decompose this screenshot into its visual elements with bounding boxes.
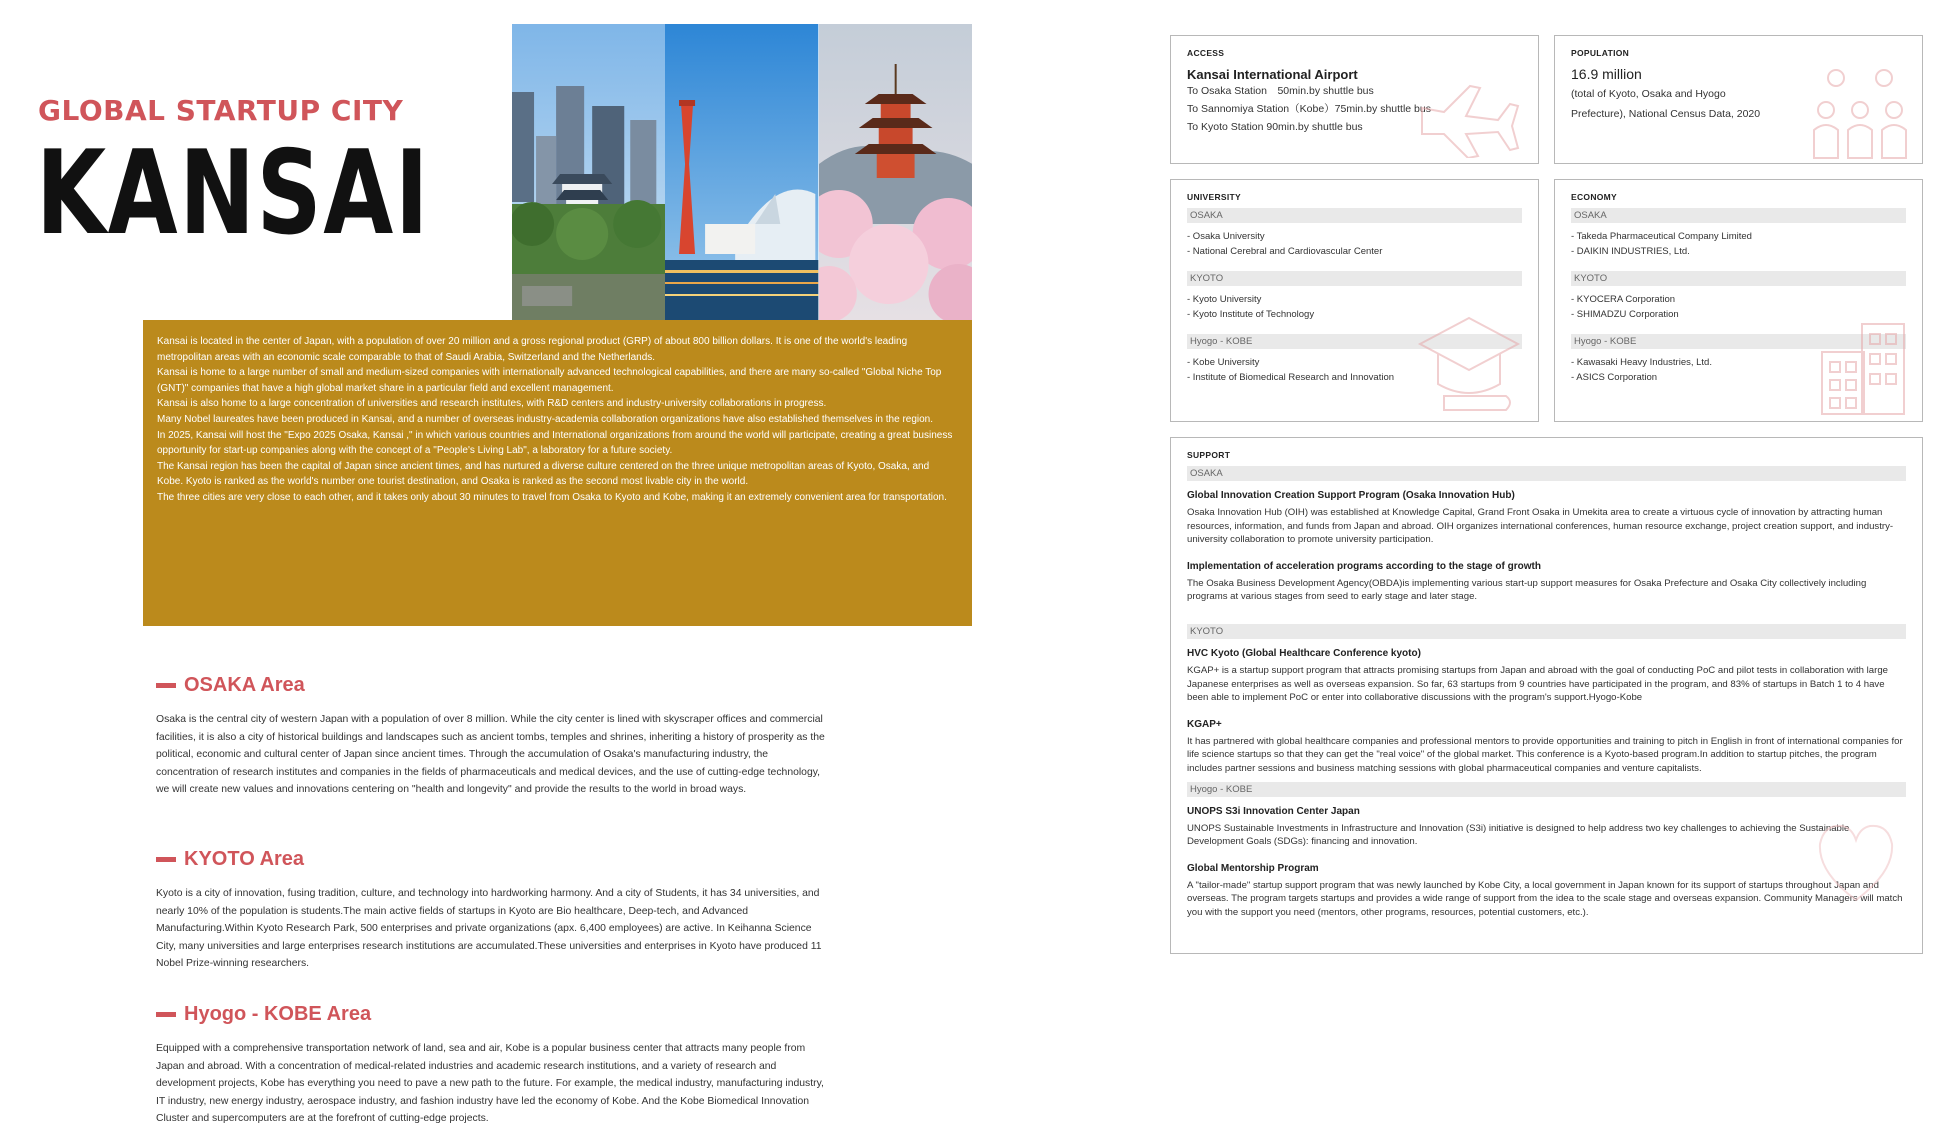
- section-text: Kyoto is a city of innovation, fusing tradition, culture, and technology into hardworking harmony. And a city of Students, it has 34 universities, and nearly 10% of the population is students.The main active fields of startups in Kyoto are Bio healthcare, Deep-tech, and Advanced Manufacturing.Within Kyoto Research Park, 500 enterprises and private organizations (apx. 6,400 employees) are active. In Keihanna Science City, many universities and large enterprises research institutions are accumulated.These universities and enterprises in Kyoto have produced 11 Nobel Prize-winning researchers.: [156, 888, 822, 970]
- university-card: [1170, 179, 1539, 422]
- access-card: [1170, 35, 1539, 164]
- program-title: KGAP+: [1187, 718, 1222, 730]
- kobe-area-section: [156, 1003, 826, 1128]
- intro-paragraph: The Kansai region has been the capital of Japan since ancient times, and has nurtured a diverse culture centered on the three unique metropolitan areas of Kyoto, Osaka, and Kobe. Kyoto is ranked as the world's number one tourist destination, and Osaka is ranked as the second most livable city in the world.: [157, 460, 930, 488]
- program-title: Global Innovation Creation Support Program (Osaka Innovation Hub): [1187, 490, 1515, 501]
- program-title: Implementation of acceleration programs according to the stage of growth: [1187, 560, 1541, 572]
- program-text: The Osaka Business Development Agency(OBDA)is implementing various start-up support measures for Osaka Prefecture and Osaka City collectively including programs at various stages from seed to early stage and later stage.: [1187, 577, 1867, 603]
- program-text: It has partnered with global healthcare companies and professional mentors to provide opportunities and training to pitch in English in front of international companies for life science startups so that they can get the "real voice" of the global market. This conference is a Kyoto-based program.In addition to startup pitches, the program includes partner sessions and business matching sessions with global pharmaceutical companies and venture capitalists.: [1187, 735, 1903, 774]
- program-title: Global Mentorship Program: [1187, 862, 1319, 874]
- section-marker: [156, 1012, 176, 1017]
- card-label: ECONOMY: [1571, 192, 1618, 202]
- group-header: KYOTO: [1571, 271, 1906, 286]
- group-header: OSAKA: [1571, 208, 1906, 223]
- economy-card: [1554, 179, 1923, 422]
- list-item: - National Cerebral and Cardiovascular Center: [1187, 246, 1383, 257]
- section-marker: [156, 857, 176, 862]
- list-item: - Kyoto Institute of Technology: [1187, 309, 1315, 320]
- intro-paragraph: Kansai is located in the center of Japan, with a population of over 20 million and a gross regional product (GRP) of about 800 billion dollars. It is one of the world's leading metropolitan areas with an economic scale comparable to that of Saudi Arabia, Switzerland and the Netherlands.: [157, 336, 908, 363]
- card-label: SUPPORT: [1187, 450, 1231, 460]
- population-card: [1554, 35, 1923, 164]
- section-text: Osaka is the central city of western Japan with a population of over 8 million. While the city center is lined with skyscraper offices and commercial facilities, it is also a city of historical buildings and landscapes such as ancient tombs, temples and shrines, inheriting a history of prosperity as the political, economic and cultural center of Japan since ancient times. Through the accumulation of Osaka's manufacturing industry, the concentration of research institutes and companies in the fields of pharmaceuticals and medical devices, and the use of cutting-edge technology, we will create new values and innovations centering on "health and longevity" and provide the results to the world in broad ways.: [156, 714, 825, 796]
- access-title: Kansai International Airport: [1187, 67, 1358, 82]
- card-label: ACCESS: [1187, 48, 1225, 58]
- osaka-castle-photo: [512, 24, 665, 320]
- graduation-cap-icon: [1414, 314, 1524, 414]
- program-text: A "tailor-made" startup support program that was newly launched by Kobe City, a local government in Japan known for its support of startups throughout Japan and overseas. The program targets startups and provides a wide range of support from the idea to the scale stage and overseas expansion. Community Managers will match you with the support you need (mentors, other programs, resources, potential customers, etc.).: [1187, 879, 1903, 918]
- program-title: UNOPS S3i Innovation Center Japan: [1187, 805, 1360, 817]
- building-icon: [1818, 320, 1908, 416]
- group-header: OSAKA: [1187, 466, 1906, 481]
- intro-paragraph: In 2025, Kansai will host the "Expo 2025 Osaka, Kansai ," in which various countries and International organizations from around the world will participate, creating a great business opportunity for start-up companies along with the concept of a "People's Living Lab", a laboratory for a future society.: [157, 429, 953, 457]
- list-item: - Osaka University: [1187, 231, 1265, 242]
- photo-collage: [512, 24, 972, 320]
- support-card: [1170, 437, 1923, 954]
- kobe-port-tower-photo: [665, 24, 818, 320]
- card-label: POPULATION: [1571, 48, 1630, 58]
- list-item: - ASICS Corporation: [1571, 372, 1658, 383]
- group-header: Hyogo - KOBE: [1571, 334, 1906, 349]
- group-header: Hyogo - KOBE: [1187, 782, 1906, 797]
- subtitle: GLOBAL STARTUP CITY: [38, 94, 404, 127]
- page-title: KANSAI: [36, 126, 431, 261]
- people-icon: [1812, 66, 1908, 160]
- list-item: - Kyoto University: [1187, 294, 1262, 305]
- intro-paragraph: The three cities are very close to each other, and it takes only about 30 minutes to travel from Osaka to Kyoto and Kobe, making it an extremely convenient area for transportation.: [157, 491, 947, 503]
- group-header: KYOTO: [1187, 271, 1522, 286]
- intro-paragraph: Many Nobel laureates have been produced in Kansai, and a number of overseas industry-academia collaboration organizations have also established themselves in the region.: [157, 413, 934, 425]
- access-line: To Sannomiya Station（Kobe）75min.by shuttle bus: [1187, 103, 1431, 115]
- list-item: - Takeda Pharmaceutical Company Limited: [1571, 231, 1752, 242]
- section-marker: [156, 683, 176, 688]
- program-text: UNOPS Sustainable Investments in Infrastructure and Innovation (S3i) initiative is designed to help address two key challenges to achieving the Sustainable Development Goals (SDGs): financing and innovation.: [1187, 822, 1850, 848]
- kyoto-pagoda-photo: [819, 24, 972, 320]
- program-text: KGAP+ is a startup support program that attracts promising startups from Japan and abroad with the goal of conducting PoC and pilot tests in collaboration with large Japanese enterprises as well as overseas expansion. So far, 63 startups from 9 countries have participated in the program, and 83% of startups in Batch 1 to 4 have been able to implement PoC or enter into collaborative discussions with the program's support.Hyogo-Kobe: [1187, 664, 1888, 704]
- access-line: To Kyoto Station 90min.by shuttle bus: [1187, 121, 1363, 133]
- group-header: Hyogo - KOBE: [1187, 334, 1522, 349]
- intro-paragraph: Kansai is also home to a large concentration of universities and research institutes, with R&D centers and industry-university collaborations in progress.: [157, 398, 827, 410]
- list-item: - DAIKIN INDUSTRIES, Ltd.: [1571, 246, 1690, 257]
- group-header: OSAKA: [1187, 208, 1522, 223]
- group-header: KYOTO: [1187, 624, 1906, 639]
- intro-box: [143, 320, 972, 626]
- section-title: KYOTO Area: [184, 848, 305, 870]
- card-label: UNIVERSITY: [1187, 192, 1242, 202]
- list-item: - Kobe University: [1187, 357, 1260, 368]
- intro-paragraph: Kansai is home to a large number of small and medium-sized companies with internationally advanced technological capabilities, and there are many so-called "Global Niche Top (GNT)" companies that have a high global market share in a particular field and excellent management.: [157, 367, 942, 394]
- osaka-area-section: [156, 674, 826, 799]
- program-title: HVC Kyoto (Global Healthcare Conference kyoto): [1187, 647, 1421, 659]
- population-value: 16.9 million: [1571, 66, 1642, 82]
- program-text: Osaka Innovation Hub (OIH) was established at Knowledge Capital, Grand Front Osaka in Umekita area to create a virtuous cycle of innovation by attracting human resources, information, and funds from Japan and abroad. OIH organizes international conferences, human resource exchange, project creation support, and industry-university collaboration to promote university participation.: [1187, 507, 1894, 546]
- section-text: Equipped with a comprehensive transportation network of land, sea and air, Kobe is a popular business center that attracts many people from Japan and abroad. With a concentration of medical-related industries and academic research institutions, and a variety of research and development projects, Kobe has everything you need to pave a new path to the future. For example, the medical industry, manufacturing industry, IT industry, new energy industry, aerospace industry, and fashion industry have led the economy of Kobe. And the Kobe Biomedical Innovation Cluster and supercomputers are at the forefront of cutting-edge projects.: [156, 1043, 824, 1125]
- population-note: (total of Kyoto, Osaka and Hyogo Prefecture), National Census Data, 2020: [1571, 88, 1761, 120]
- section-title: Hyogo - KOBE Area: [184, 1003, 372, 1025]
- heart-icon: [1816, 820, 1896, 904]
- list-item: - SHIMADZU Corporation: [1571, 309, 1679, 320]
- list-item: - Institute of Biomedical Research and Innovation: [1187, 372, 1395, 383]
- list-item: - KYOCERA Corporation: [1571, 294, 1676, 305]
- access-line: To Osaka Station 50min.by shuttle bus: [1187, 85, 1374, 97]
- kyoto-area-section: [156, 848, 826, 973]
- airplane-icon: [1414, 68, 1524, 158]
- list-item: - Kawasaki Heavy Industries, Ltd.: [1571, 357, 1712, 368]
- section-title: OSAKA Area: [184, 674, 305, 696]
